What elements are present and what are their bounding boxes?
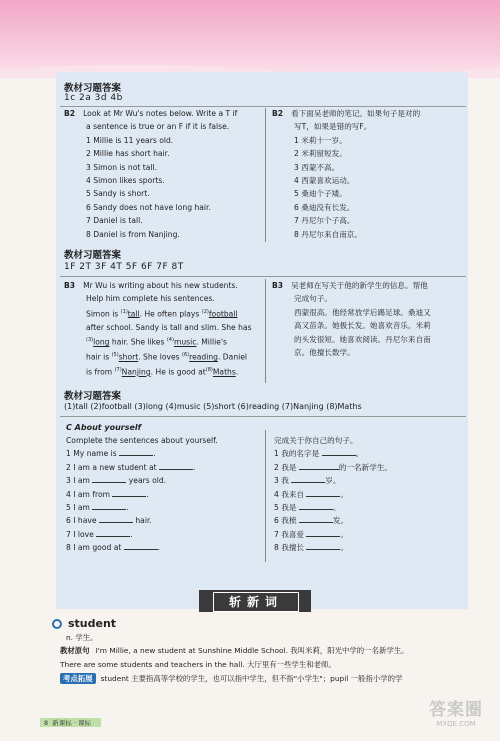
- answer-nanjing: Nanjing: [121, 367, 151, 377]
- b2-line: B2 Look at Mr Wu's notes below. Write a T if: [64, 109, 238, 118]
- section3-answers: (1)tall (2)football (3)long (4)music (5)short (6)reading (7)Nanjing (8)Maths: [64, 402, 362, 411]
- b2-chinese: [272, 107, 464, 241]
- vocab-section-title: 斩新词: [213, 592, 299, 612]
- b2-zh-line: 3 西蒙不高。: [294, 162, 340, 172]
- b2-line: 6 Sandy does not have long hair.: [86, 202, 211, 212]
- b2-line: 2 Millie has short hair.: [86, 149, 170, 159]
- column-divider: [265, 108, 266, 242]
- answer-short: short: [118, 352, 139, 362]
- blank: [99, 514, 133, 523]
- fill-line: 1 My name is .: [66, 449, 156, 459]
- section2-answers: 1F 2T 3F 4T 5F 6F 7F 8T: [64, 262, 184, 272]
- column-divider: [265, 279, 266, 383]
- fill-line: 4 I am from .: [66, 489, 149, 499]
- fill-line: 8 I am good at .: [66, 543, 161, 553]
- section-c-chinese: 完成关于你自己的句子。 1 我的名字是 。 2 我是 的一名新学生。 3 我 岁。 4 我来自 。 5 我是 。 6 我梳 发。 7 我喜爱 。 8 我擅长 。: [274, 434, 464, 555]
- vocab-word: student: [52, 617, 116, 630]
- fill-line: 3 我 岁。: [274, 476, 341, 486]
- b3-english: B3 Mr Wu is writing about his new students. Help him complete his sentences. Simon is $^{(1)}$tall. He often plays $^{(2)}$football after school. Sandy is tall and slim. She has $^{(3)}$long hair. She likes $^{(4)}$music. Millie's hair is $^{(5)}$short. She loves $^{(6)}$reading. Daniel is from $^{(7)}$Nanjing. He is good $at^{(8)}Maths$.: [64, 281, 252, 377]
- b2-zh-line: 2 米莉留短发。: [294, 149, 347, 159]
- page-footer: [40, 718, 470, 728]
- b2-zh-line: 6 桑迪没有长发。: [294, 202, 355, 212]
- answer-tall: tall: [127, 309, 140, 319]
- answer-music: music: [173, 337, 197, 347]
- b2-line: 3 Simon is not tall.: [86, 162, 158, 172]
- blank: [92, 474, 126, 483]
- b2-line: 8 Daniel is from Nanjing.: [86, 229, 180, 239]
- fill-line: 2 I am a new student at .: [66, 462, 196, 472]
- section-c-title: C About yourself: [66, 423, 142, 432]
- fill-line: 5 I am .: [66, 503, 129, 513]
- divider: [60, 416, 466, 417]
- b2-line: 5 Sandy is short.: [86, 189, 150, 199]
- vocab-example: There are some students and teachers in the hall. 大厅里有一些学生和老师。: [60, 660, 336, 669]
- fill-line: 1 我的名字是 。: [274, 449, 364, 459]
- vocab-sentence: 教材原句 I'm Millie, a new student at Sunshine Middle School. 我叫米莉，阳光中学的一名新学生。: [60, 646, 409, 655]
- b2-line: 1 Millie is 11 years old.: [86, 135, 174, 145]
- b2-english: [64, 107, 264, 241]
- divider: [60, 276, 466, 277]
- fill-line: 7 I love .: [66, 529, 133, 539]
- section3-header: 教材习题答案: [64, 391, 122, 402]
- fill-line: 8 我擅长 。: [274, 543, 349, 553]
- fill-line: 6 I have hair.: [66, 516, 152, 526]
- watermark-logo: 答案圈 MXQE.COM: [429, 700, 483, 728]
- section1-header: 教材习题答案: [64, 83, 122, 94]
- column-divider: [265, 430, 266, 562]
- fill-line: 5 我是 。: [274, 503, 341, 513]
- section2-header: 教材习题答案: [64, 250, 122, 261]
- b2-tag: B2: [64, 109, 76, 118]
- extension-chip: 考点拓展: [60, 673, 96, 684]
- source-label: 教材原句: [60, 646, 90, 655]
- b2-line: a sentence is true or an F if it is false.: [86, 122, 230, 132]
- answer-football: football: [208, 309, 238, 319]
- fill-line: 3 I am years old.: [66, 476, 167, 486]
- blank: [159, 461, 193, 470]
- b2-zh-line: 8 丹尼尔来自南京。: [294, 229, 362, 239]
- bullet-ring-icon: [52, 619, 62, 629]
- b2-zh-line: B2 看下面吴老师的笔记。如果句子是对的: [272, 109, 421, 118]
- fill-line: 6 我梳 发。: [274, 516, 349, 526]
- blank: [124, 541, 158, 550]
- section1-answers: 1c 2a 3d 4b: [64, 93, 123, 103]
- blank: [92, 501, 126, 510]
- vocab-note: 考点拓展 student 主要指高等学校的学生，也可以指中学生，但不指"小学生"；pupil 一般指小学的学: [60, 673, 402, 684]
- page-number-badge: 8 新课标 · 课标: [40, 718, 101, 727]
- top-banner: [0, 0, 500, 78]
- fill-line: 4 我来自 。: [274, 489, 349, 499]
- fill-line: 2 我是 的一名新学生。: [274, 462, 393, 472]
- b2-line: 4 Simon likes sports.: [86, 176, 165, 186]
- blank: [96, 528, 130, 537]
- b2-zh-line: 7 丹尼尔个子高。: [294, 216, 355, 226]
- blank: [112, 488, 146, 497]
- vocab-pos: n. 学生。: [66, 633, 98, 642]
- b2-line: 7 Daniel is tall.: [86, 216, 143, 226]
- blank: [119, 447, 153, 456]
- b3-chinese: B3 吴老师在写关于他的新学生的信息。帮他 完成句子。 西蒙很高。他经常放学后踢足球。桑迪又 高又苗条。她极长发。她喜欢音乐。米莉 的头发很短。她喜欢阅读。丹尼尔来自南 京。他擅长数学。: [272, 281, 431, 358]
- b2-zh-line: 写T，如果是错的写F。: [294, 122, 372, 132]
- answer-long: long: [93, 337, 110, 347]
- section-c-english: Complete the sentences about yourself. 1 My name is . 2 I am a new student at . 3 I am years old. 4 I am from . 5 I am . 6 I have hair. 7 I love . 8 I am good at .: [66, 434, 262, 555]
- b2-zh-line: 1 米莉十一岁。: [294, 135, 347, 145]
- vocab-section-bar: [199, 590, 311, 612]
- b2-zh-line: 5 桑迪个子矮。: [294, 189, 347, 199]
- fill-line: 7 我喜爱 。: [274, 529, 349, 539]
- answer-maths: Maths: [212, 367, 236, 377]
- answer-reading: reading: [189, 352, 218, 362]
- b2-zh-line: 4 西蒙喜欢运动。: [294, 176, 355, 186]
